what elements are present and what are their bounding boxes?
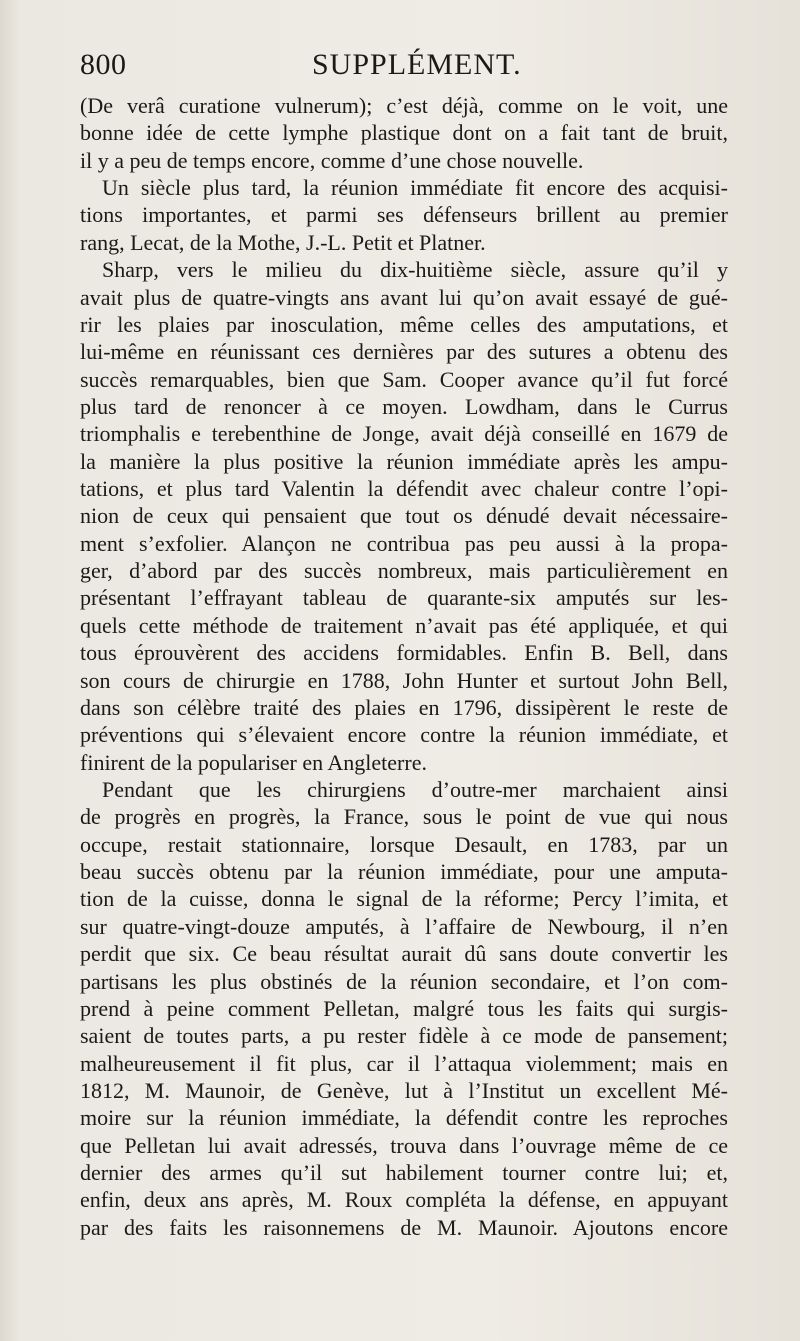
- text-line: 1812, M. Maunoir, de Genève, lut à l’Institut un excellent Mé-: [80, 1077, 728, 1103]
- text-line: sur quatre-vingt-douze amputés, à l’affaire de Newbourg, il n’en: [80, 913, 728, 939]
- text-line: perdit que six. Ce beau résultat aurait dû sans doute convertir les: [80, 941, 728, 967]
- text-line: moire sur la réunion immédiate, la défendit contre les reproches: [80, 1105, 728, 1131]
- text-line: triomphalis e terebenthine de Jonge, avait déjà conseillé en 1679 de: [80, 421, 728, 447]
- text-line: saient de toutes parts, a pu rester fidèle à ce mode de pansement;: [80, 1023, 728, 1049]
- text-line: ger, d’abord par des succès nombreux, mais particulièrement en: [80, 558, 728, 584]
- text-line: que Pelletan lui avait adressés, trouva dans l’ouvrage même de ce: [80, 1132, 728, 1158]
- text-line: malheureusement il fit plus, car il l’attaqua violemment; mais en: [80, 1050, 728, 1076]
- text-line: plus tard de renoncer à ce moyen. Lowdham, dans le Currus: [80, 393, 728, 419]
- page-header: [80, 48, 728, 88]
- text-line: préventions qui s’élevaient encore contre la réunion immédiate, et: [80, 722, 728, 748]
- text-line: tations, et plus tard Valentin la défendit avec chaleur contre l’opi-: [80, 476, 728, 502]
- page-number: 800: [80, 48, 127, 81]
- paragraph-start-line: Sharp, vers le milieu du dix-huitième siècle, assure qu’il y: [102, 257, 728, 283]
- text-line: lui-même en réunissant ces dernières par des sutures a obtenu des: [80, 339, 728, 365]
- text-line: (De verâ curatione vulnerum); c’est déjà, comme on le voit, une: [80, 93, 728, 118]
- text-line: succès remarquables, bien que Sam. Cooper avance qu’il fut forcé: [80, 366, 728, 392]
- text-line: beau succès obtenu par la réunion immédiate, pour une amputa-: [80, 859, 728, 885]
- text-line: de progrès en progrès, la France, sous le point de vue qui nous: [80, 804, 728, 830]
- text-line: bonne idée de cette lymphe plastique dont on a fait tant de bruit,: [80, 120, 728, 146]
- text-line: dans son célèbre traité des plaies en 1796, dissipèrent le reste de: [80, 694, 728, 720]
- text-line: tion de la cuisse, donna le signal de la réforme; Percy l’imita, et: [80, 886, 728, 912]
- text-line: rang, Lecat, de la Mothe, J.-L. Petit et Platner.: [80, 229, 486, 255]
- text-line: tions importantes, et parmi ses défenseurs brillent au premier: [80, 202, 728, 228]
- text-line: finirent de la populariser en Angleterre.: [80, 749, 427, 775]
- text-line: occupe, restait stationnaire, lorsque Desault, en 1783, par un: [80, 831, 728, 857]
- paragraph-start-line: Pendant que les chirurgiens d’outre-mer marchaient ainsi: [102, 776, 728, 802]
- text-line: tous éprouvèrent des accidens formidables. Enfin B. Bell, dans: [80, 640, 728, 666]
- paragraph-start-line: Un siècle plus tard, la réunion immédiate fit encore des acquisi-: [102, 175, 728, 201]
- text-line: prend à peine comment Pelletan, malgré tous les faits qui surgis-: [80, 995, 728, 1021]
- text-line: la manière la plus positive la réunion immédiate après les ampu-: [80, 448, 728, 474]
- text-line: son cours de chirurgie en 1788, John Hunter et surtout John Bell,: [80, 667, 728, 693]
- text-line: nion de ceux qui pensaient que tout os dénudé devait nécessaire-: [80, 503, 728, 529]
- text-line: quels cette méthode de traitement n’avait pas été appliquée, et qui: [80, 612, 728, 638]
- text-line: présentant l’effrayant tableau de quarante-six amputés sur les-: [80, 585, 728, 611]
- text-line: rir les plaies par inosculation, même celles des amputations, et: [80, 311, 728, 337]
- text-line: enfin, deux ans après, M. Roux compléta la défense, en appuyant: [80, 1187, 728, 1213]
- body-text: [80, 92, 728, 1241]
- text-line: dernier des armes qu’il sut habilement tourner contre lui; et,: [80, 1160, 728, 1186]
- text-line: par des faits les raisonnemens de M. Maunoir. Ajoutons encore: [80, 1214, 728, 1240]
- running-head: SUPPLÉMENT.: [312, 48, 522, 81]
- text-line: avait plus de quatre-vingts ans avant lui qu’on avait essayé de gué-: [80, 284, 728, 310]
- text-line: il y a peu de temps encore, comme d’une chose nouvelle.: [80, 147, 584, 173]
- text-line: ment s’exfolier. Alançon ne contribua pas peu aussi à la propa-: [80, 530, 728, 556]
- text-line: partisans les plus obstinés de la réunion secondaire, et l’on com-: [80, 968, 728, 994]
